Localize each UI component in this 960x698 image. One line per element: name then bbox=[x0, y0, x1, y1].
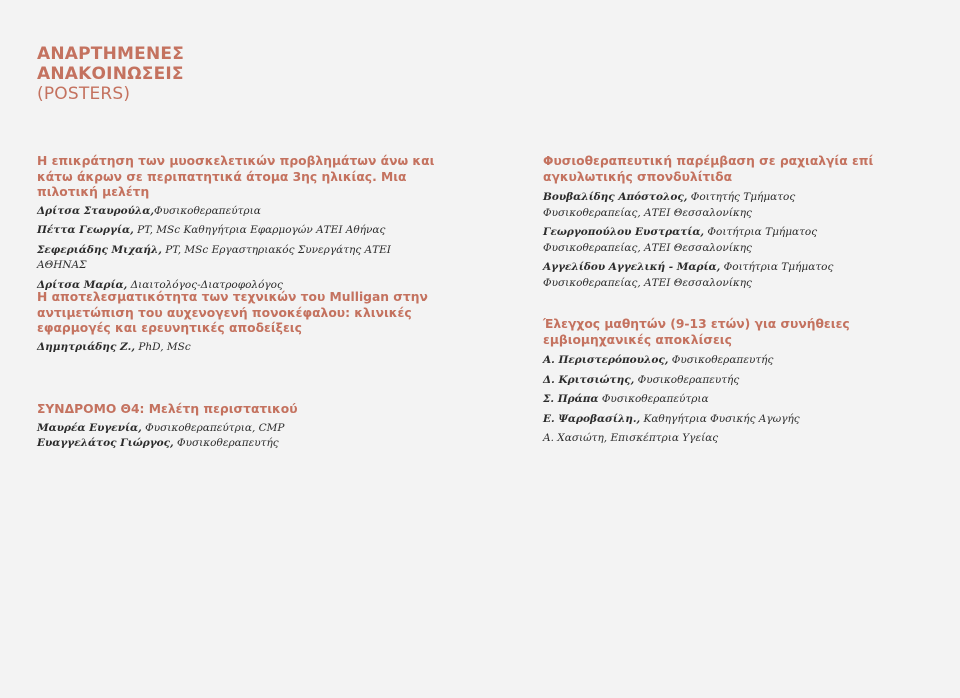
author-line bbox=[543, 412, 893, 428]
poster-title: Η επικράτηση των μυοσκελετικών προβλημάτων άνω και κάτω άκρων σε περιπατητικά άτομα 3ης ηλικίας. Μια πιλοτική μελέτη bbox=[37, 154, 435, 199]
author-name: Δημητριάδης Ζ., bbox=[37, 340, 135, 353]
author-name: Δ. Κριτσιώτης, bbox=[543, 373, 635, 386]
author-role: Φυσικοθεραπευτής bbox=[668, 354, 774, 366]
poster-title: Έλεγχος μαθητών (9-13 ετών) για συνήθειες εμβιομηχανικές αποκλίσεις bbox=[543, 317, 850, 347]
author-list bbox=[37, 204, 437, 294]
author-list bbox=[543, 190, 893, 291]
author-line bbox=[37, 436, 437, 452]
poster-entry bbox=[543, 317, 893, 447]
author-line bbox=[37, 204, 437, 220]
author-list bbox=[37, 340, 437, 356]
author-role: Φυσικοθεραπεύτρια, CMP bbox=[141, 421, 285, 434]
author-name: Ευαγγελάτος Γιώργος, bbox=[37, 437, 174, 449]
author-role: Φυσικοθεραπεύτρια bbox=[598, 393, 709, 405]
author-role: PT, MSc Εργαστηριακός Συνεργάτης ΑΤΕΙ ΑΘΗΝΑΣ bbox=[37, 243, 391, 271]
author-line bbox=[543, 190, 893, 221]
poster-title: Η αποτελεσματικότητα των τεχνικών του Mulligan στην αντιμετώπιση του αυχενογενή πονοκέφαλου: κλινικές εφαρμογές και ερευνητικές αποδείξεις bbox=[37, 290, 428, 335]
section-subtitle: (POSTERS) bbox=[37, 84, 131, 104]
poster-entry bbox=[543, 154, 893, 291]
poster-entry bbox=[37, 154, 437, 293]
author-role: Φοιτήτρια Τμήματος Φυσικοθεραπείας, ΑΤΕΙ Θεσσαλονίκης bbox=[543, 261, 834, 289]
author-name: Α. Περιστερόπουλος, bbox=[543, 354, 669, 366]
author-name: Δρίτσα Μαρία, bbox=[37, 278, 128, 291]
author-role: Φυσικοθεραπευτής bbox=[634, 373, 740, 386]
author-line bbox=[37, 421, 437, 437]
author-line bbox=[37, 223, 437, 239]
author-name: Αγγελίδου Αγγελική - Μαρία, bbox=[543, 261, 721, 273]
author-name: Μαυρέα Ευγενία, bbox=[37, 421, 142, 434]
poster-title: Φυσιοθεραπευτική παρέμβαση σε ραχιαλγία επί αγκυλωτικής σπονδυλίτιδα bbox=[543, 154, 874, 184]
author-name: Δρίτσα Σταυρούλα, bbox=[37, 204, 154, 217]
author-line bbox=[543, 373, 893, 389]
author-role: Φοιτητής Τμήματος Φυσικοθεραπείας, ΑΤΕΙ Θεσσαλονίκης bbox=[543, 191, 796, 219]
poster-entry bbox=[37, 290, 437, 355]
author-name: Βουβαλίδης Απόστολος, bbox=[543, 191, 688, 203]
author-role: Α. Χασιώτη, Επισκέπτρια Υγείας bbox=[543, 432, 719, 444]
author-line bbox=[37, 340, 437, 356]
section-title bbox=[37, 44, 184, 104]
author-role: Φυσικοθεραπευτής bbox=[173, 437, 279, 449]
author-line bbox=[543, 260, 893, 291]
poster-title: ΣΥΝΔΡΟΜΟ Θ4: Μελέτη περιστατικού bbox=[37, 402, 298, 416]
author-line bbox=[543, 225, 893, 256]
author-role: Διαιτολόγος-Διατροφολόγος bbox=[127, 278, 283, 291]
author-role: Φοιτήτρια Τμήματος Φυσικοθεραπείας, ΑΤΕΙ Θεσσαλονίκης bbox=[543, 226, 818, 254]
author-role: Φυσικοθεραπεύτρια bbox=[153, 204, 261, 217]
section-title-line1: ΑΝΑΡΤΗΜΕΝΕΣ bbox=[37, 44, 185, 64]
author-role: PT, MSc Καθηγήτρια Εφαρμογών ΑΤΕΙ Αθήνας bbox=[133, 224, 386, 236]
author-role: PhD, MSc bbox=[134, 340, 191, 353]
author-name: Σεφεριάδης Μιχαήλ, bbox=[37, 243, 162, 256]
author-line bbox=[543, 431, 893, 447]
author-list bbox=[37, 421, 437, 452]
author-name: Ε. Ψαροβασίλη., bbox=[543, 412, 641, 425]
section-title-line2: ΑΝΑΚΟΙΝΩΣΕΙΣ bbox=[37, 64, 184, 84]
author-line bbox=[543, 353, 893, 369]
author-list bbox=[543, 353, 893, 447]
author-role: Καθηγήτρια Φυσικής Αγωγής bbox=[640, 412, 800, 425]
author-name: Πέττα Γεωργία, bbox=[37, 224, 134, 236]
author-name: Γεωργοπούλου Ευστρατία, bbox=[543, 226, 705, 238]
author-line bbox=[37, 243, 437, 274]
author-name: Σ. Πράπα bbox=[543, 393, 599, 405]
author-line bbox=[543, 392, 893, 408]
poster-entry bbox=[37, 402, 437, 452]
